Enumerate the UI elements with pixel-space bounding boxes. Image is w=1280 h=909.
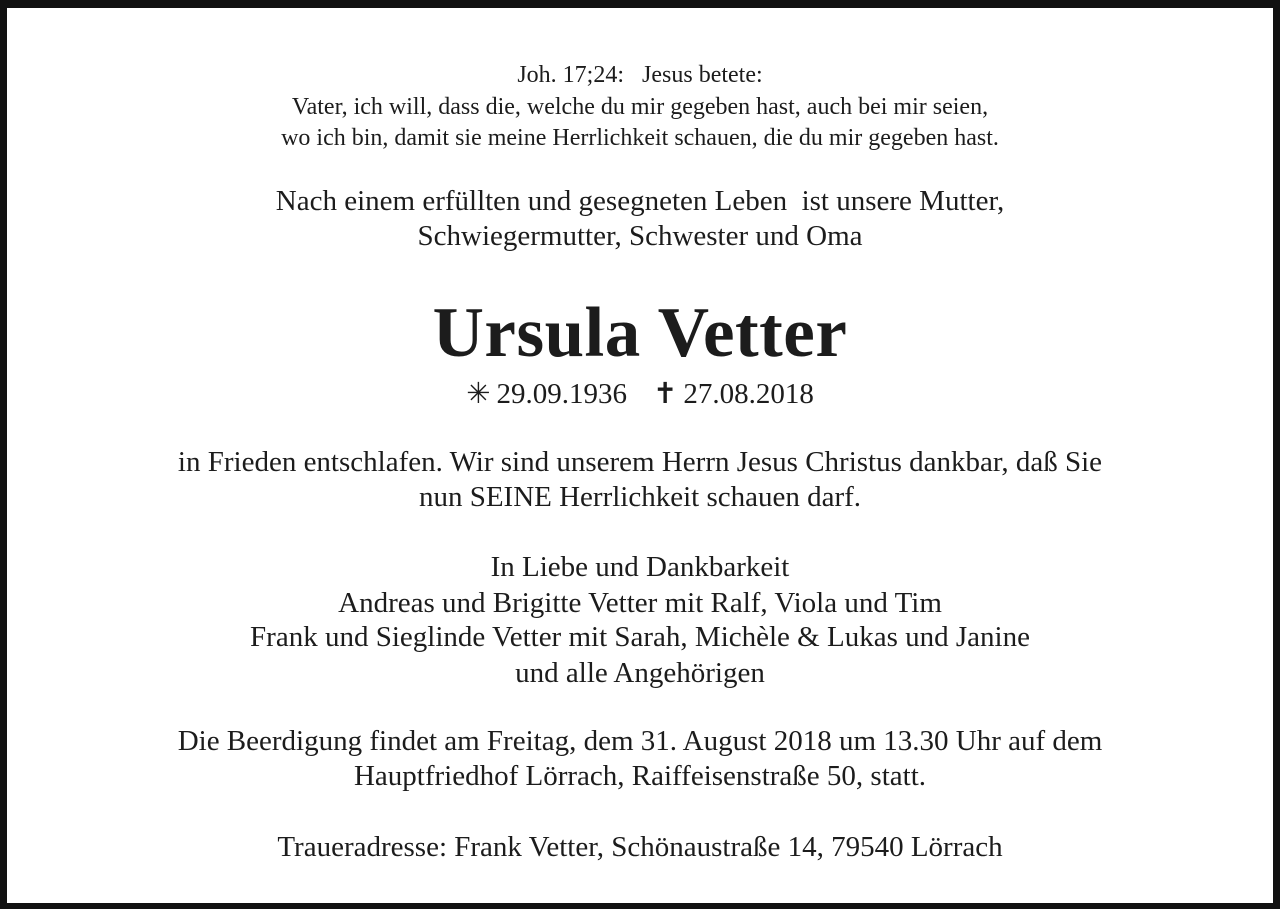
mourners-line-2: Frank und Sieglinde Vetter mit Sarah, Michèle & Lukas und Janine — [250, 621, 1030, 653]
birth-date: 29.09.1936 — [496, 378, 627, 410]
mourners-line-1: Andreas und Brigitte Vetter mit Ralf, Viola und Tim — [338, 587, 942, 619]
death-date: 27.08.2018 — [683, 378, 814, 410]
deceased-name: Ursula Vetter — [432, 294, 848, 372]
mourning-address: Traueradresse: Frank Vetter, Schönaustraße 14, 79540 Lörrach — [277, 831, 1003, 863]
statement-line-1: in Frieden entschlafen. Wir sind unserem Herrn Jesus Christus dankbar, daß Sie — [177, 446, 1103, 478]
life-dates — [7, 376, 1273, 411]
funeral-line-1: Die Beerdigung findet am Freitag, dem 31. August 2018 um 13.30 Uhr auf dem — [177, 725, 1103, 757]
intro-line-2: Schwiegermutter, Schwester und Oma — [417, 220, 863, 252]
mourners-heading: In Liebe und Dankbarkeit — [490, 551, 790, 583]
verse-reference: Joh. 17;24: Jesus betete: — [517, 62, 763, 88]
verse-line-1: Vater, ich will, dass die, welche du mir gegeben hast, auch bei mir seien, — [291, 94, 989, 120]
death-cross-icon: ✝ — [653, 378, 678, 410]
intro-line-1: Nach einem erfüllten und gesegneten Leben ist unsere Mutter, — [275, 185, 1005, 217]
mourners-line-3: und alle Angehörigen — [515, 657, 765, 689]
funeral-line-2: Hauptfriedhof Lörrach, Raiffeisenstraße 50, statt. — [353, 760, 926, 792]
verse-line-2: wo ich bin, damit sie meine Herrlichkeit schauen, die du mir gegeben hast. — [281, 125, 999, 151]
birth-star-icon: ✳ — [466, 378, 491, 410]
statement-line-2: nun SEINE Herrlichkeit schauen darf. — [418, 481, 862, 513]
